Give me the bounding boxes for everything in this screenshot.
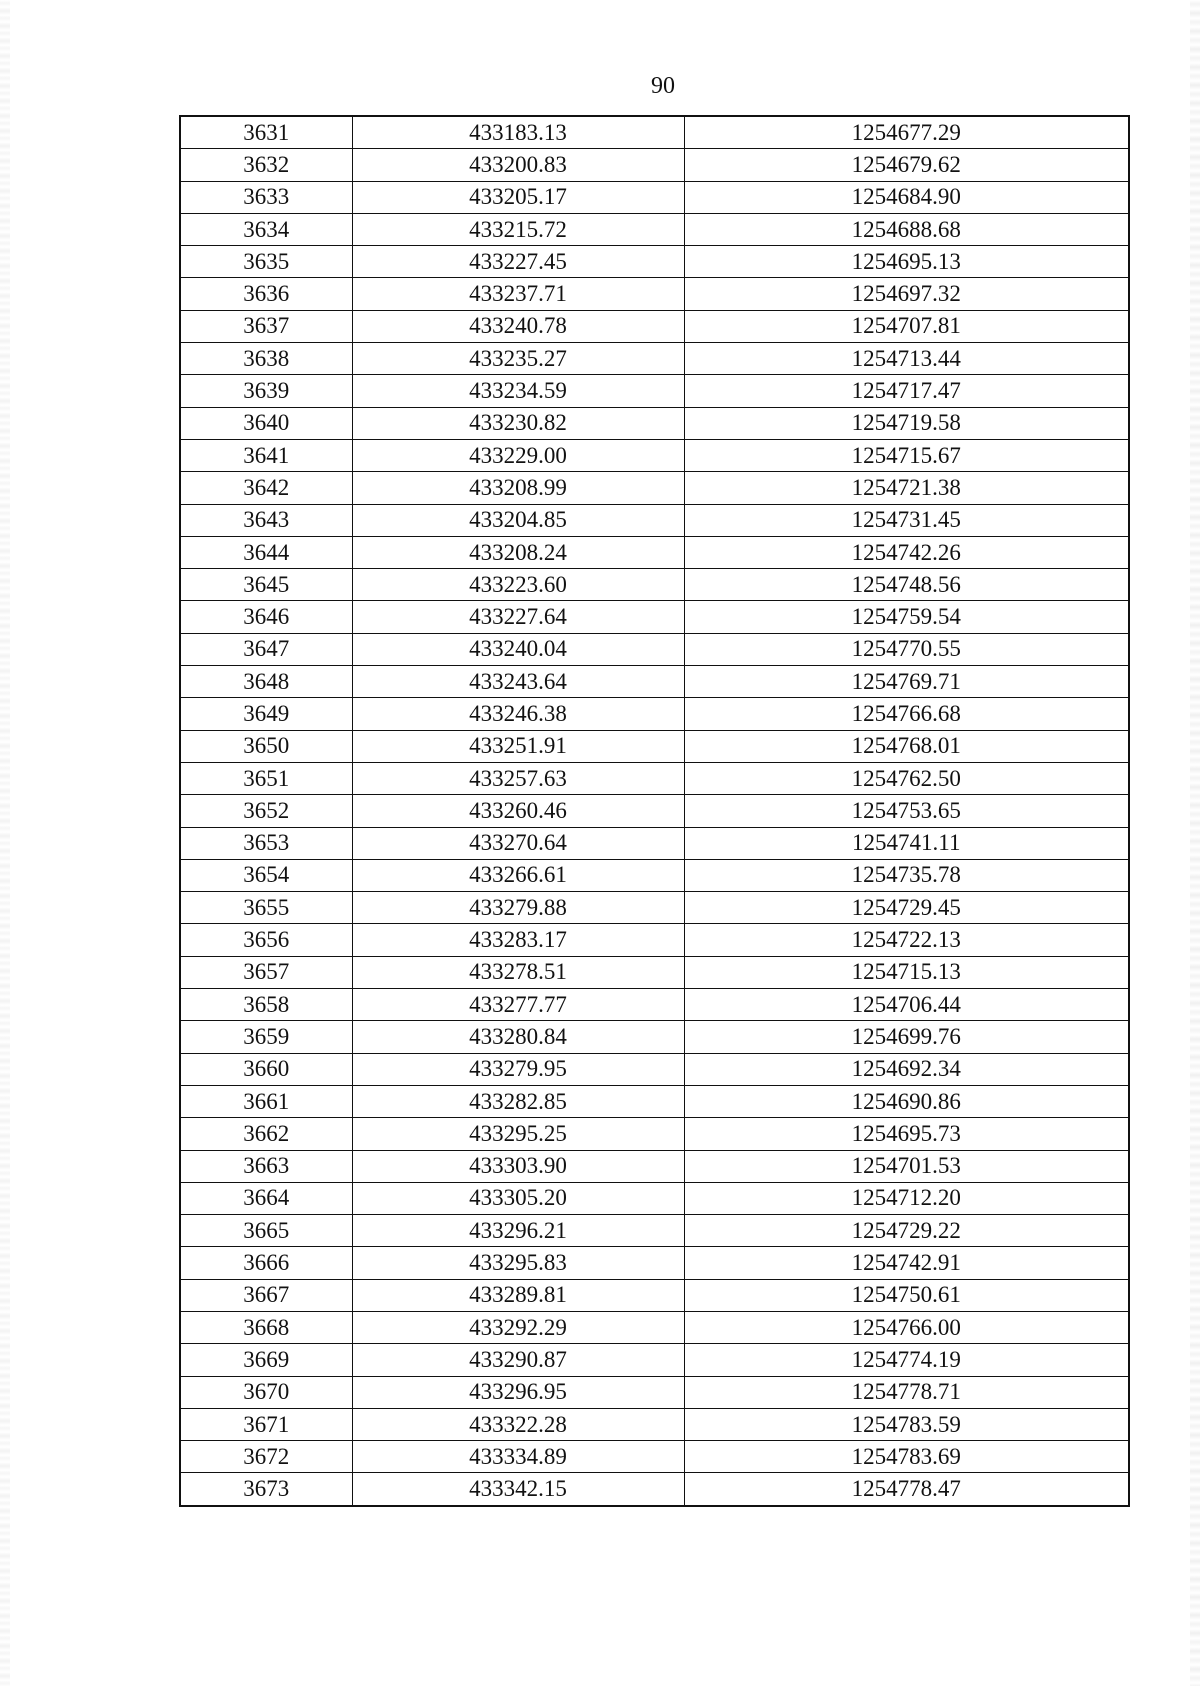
x-coordinate-cell: 433215.72 [352,213,684,245]
y-coordinate-cell: 1254707.81 [684,310,1129,342]
y-coordinate-cell: 1254783.69 [684,1441,1129,1473]
point-id-cell: 3670 [180,1376,352,1408]
coordinate-table [179,115,1130,1507]
x-coordinate-cell: 433183.13 [352,116,684,149]
y-coordinate-cell: 1254695.13 [684,246,1129,278]
table-row [180,246,1129,278]
point-id-cell: 3651 [180,762,352,794]
x-coordinate-cell: 433279.95 [352,1053,684,1085]
x-coordinate-cell: 433266.61 [352,859,684,891]
x-coordinate-cell: 433234.59 [352,375,684,407]
x-coordinate-cell: 433296.95 [352,1376,684,1408]
table-row [180,1408,1129,1440]
x-coordinate-cell: 433305.20 [352,1182,684,1214]
x-coordinate-cell: 433208.99 [352,472,684,504]
table-row [180,1150,1129,1182]
x-coordinate-cell: 433296.21 [352,1215,684,1247]
table-row [180,181,1129,213]
y-coordinate-cell: 1254721.38 [684,472,1129,504]
x-coordinate-cell: 433289.81 [352,1279,684,1311]
table-row [180,795,1129,827]
table-row [180,601,1129,633]
point-id-cell: 3638 [180,343,352,375]
table-row [180,1311,1129,1343]
point-id-cell: 3653 [180,827,352,859]
table-row [180,1376,1129,1408]
x-coordinate-cell: 433295.83 [352,1247,684,1279]
table-row [180,504,1129,536]
table-row [180,149,1129,181]
point-id-cell: 3641 [180,439,352,471]
y-coordinate-cell: 1254731.45 [684,504,1129,536]
table-row [180,407,1129,439]
point-id-cell: 3648 [180,666,352,698]
x-coordinate-cell: 433205.17 [352,181,684,213]
point-id-cell: 3659 [180,1021,352,1053]
table-row [180,666,1129,698]
y-coordinate-cell: 1254688.68 [684,213,1129,245]
x-coordinate-cell: 433223.60 [352,569,684,601]
y-coordinate-cell: 1254768.01 [684,730,1129,762]
point-id-cell: 3657 [180,956,352,988]
x-coordinate-cell: 433278.51 [352,956,684,988]
x-coordinate-cell: 433334.89 [352,1441,684,1473]
y-coordinate-cell: 1254766.68 [684,698,1129,730]
y-coordinate-cell: 1254715.13 [684,956,1129,988]
point-id-cell: 3655 [180,892,352,924]
y-coordinate-cell: 1254774.19 [684,1344,1129,1376]
table-row [180,1021,1129,1053]
x-coordinate-cell: 433303.90 [352,1150,684,1182]
point-id-cell: 3666 [180,1247,352,1279]
x-coordinate-cell: 433240.78 [352,310,684,342]
x-coordinate-cell: 433240.04 [352,633,684,665]
point-id-cell: 3662 [180,1118,352,1150]
y-coordinate-cell: 1254697.32 [684,278,1129,310]
y-coordinate-cell: 1254759.54 [684,601,1129,633]
point-id-cell: 3664 [180,1182,352,1214]
point-id-cell: 3639 [180,375,352,407]
table-row [180,1215,1129,1247]
table-row [180,472,1129,504]
y-coordinate-cell: 1254713.44 [684,343,1129,375]
y-coordinate-cell: 1254679.62 [684,149,1129,181]
table-row [180,698,1129,730]
point-id-cell: 3667 [180,1279,352,1311]
y-coordinate-cell: 1254712.20 [684,1182,1129,1214]
table-row [180,1182,1129,1214]
point-id-cell: 3658 [180,989,352,1021]
table-row [180,343,1129,375]
y-coordinate-cell: 1254706.44 [684,989,1129,1021]
point-id-cell: 3647 [180,633,352,665]
y-coordinate-cell: 1254692.34 [684,1053,1129,1085]
table-row [180,1279,1129,1311]
x-coordinate-cell: 433251.91 [352,730,684,762]
point-id-cell: 3640 [180,407,352,439]
table-row [180,762,1129,794]
table-row [180,956,1129,988]
table-row [180,439,1129,471]
table-row [180,310,1129,342]
point-id-cell: 3656 [180,924,352,956]
scan-edge-left [0,0,10,1686]
x-coordinate-cell: 433204.85 [352,504,684,536]
table-row [180,892,1129,924]
point-id-cell: 3673 [180,1473,352,1506]
point-id-cell: 3632 [180,149,352,181]
point-id-cell: 3643 [180,504,352,536]
page-number: 90 [651,73,675,99]
y-coordinate-cell: 1254722.13 [684,924,1129,956]
y-coordinate-cell: 1254695.73 [684,1118,1129,1150]
table-row [180,1473,1129,1506]
y-coordinate-cell: 1254770.55 [684,633,1129,665]
table-row [180,633,1129,665]
point-id-cell: 3668 [180,1311,352,1343]
table-row [180,1053,1129,1085]
table-row [180,213,1129,245]
y-coordinate-cell: 1254778.71 [684,1376,1129,1408]
y-coordinate-cell: 1254729.45 [684,892,1129,924]
y-coordinate-cell: 1254769.71 [684,666,1129,698]
table-row [180,116,1129,149]
x-coordinate-cell: 433279.88 [352,892,684,924]
point-id-cell: 3646 [180,601,352,633]
x-coordinate-cell: 433292.29 [352,1311,684,1343]
table-row [180,859,1129,891]
table-row [180,1344,1129,1376]
table-row [180,569,1129,601]
table-row [180,536,1129,568]
y-coordinate-cell: 1254715.67 [684,439,1129,471]
x-coordinate-cell: 433282.85 [352,1085,684,1117]
y-coordinate-cell: 1254701.53 [684,1150,1129,1182]
x-coordinate-cell: 433227.64 [352,601,684,633]
y-coordinate-cell: 1254717.47 [684,375,1129,407]
y-coordinate-cell: 1254762.50 [684,762,1129,794]
y-coordinate-cell: 1254699.76 [684,1021,1129,1053]
x-coordinate-cell: 433200.83 [352,149,684,181]
x-coordinate-cell: 433277.77 [352,989,684,1021]
point-id-cell: 3645 [180,569,352,601]
point-id-cell: 3665 [180,1215,352,1247]
y-coordinate-cell: 1254748.56 [684,569,1129,601]
y-coordinate-cell: 1254690.86 [684,1085,1129,1117]
point-id-cell: 3669 [180,1344,352,1376]
point-id-cell: 3661 [180,1085,352,1117]
table-row [180,924,1129,956]
y-coordinate-cell: 1254783.59 [684,1408,1129,1440]
y-coordinate-cell: 1254750.61 [684,1279,1129,1311]
point-id-cell: 3649 [180,698,352,730]
point-id-cell: 3637 [180,310,352,342]
x-coordinate-cell: 433260.46 [352,795,684,827]
point-id-cell: 3671 [180,1408,352,1440]
point-id-cell: 3635 [180,246,352,278]
table-row [180,1118,1129,1150]
y-coordinate-cell: 1254729.22 [684,1215,1129,1247]
table-row [180,1247,1129,1279]
point-id-cell: 3634 [180,213,352,245]
y-coordinate-cell: 1254753.65 [684,795,1129,827]
x-coordinate-cell: 433295.25 [352,1118,684,1150]
x-coordinate-cell: 433257.63 [352,762,684,794]
y-coordinate-cell: 1254742.26 [684,536,1129,568]
table-row [180,827,1129,859]
point-id-cell: 3644 [180,536,352,568]
point-id-cell: 3663 [180,1150,352,1182]
table-row [180,1441,1129,1473]
y-coordinate-cell: 1254684.90 [684,181,1129,213]
y-coordinate-cell: 1254778.47 [684,1473,1129,1506]
point-id-cell: 3633 [180,181,352,213]
point-id-cell: 3636 [180,278,352,310]
x-coordinate-cell: 433246.38 [352,698,684,730]
x-coordinate-cell: 433229.00 [352,439,684,471]
x-coordinate-cell: 433227.45 [352,246,684,278]
point-id-cell: 3660 [180,1053,352,1085]
x-coordinate-cell: 433235.27 [352,343,684,375]
x-coordinate-cell: 433243.64 [352,666,684,698]
point-id-cell: 3654 [180,859,352,891]
table-row [180,989,1129,1021]
table-row [180,730,1129,762]
point-id-cell: 3631 [180,116,352,149]
y-coordinate-cell: 1254742.91 [684,1247,1129,1279]
x-coordinate-cell: 433230.82 [352,407,684,439]
coordinate-table-body [180,116,1129,1506]
x-coordinate-cell: 433208.24 [352,536,684,568]
table-row [180,1085,1129,1117]
scan-edge-right [1190,0,1200,1686]
x-coordinate-cell: 433280.84 [352,1021,684,1053]
table-row [180,278,1129,310]
x-coordinate-cell: 433283.17 [352,924,684,956]
y-coordinate-cell: 1254677.29 [684,116,1129,149]
x-coordinate-cell: 433322.28 [352,1408,684,1440]
point-id-cell: 3672 [180,1441,352,1473]
table-row [180,375,1129,407]
y-coordinate-cell: 1254766.00 [684,1311,1129,1343]
point-id-cell: 3642 [180,472,352,504]
point-id-cell: 3652 [180,795,352,827]
x-coordinate-cell: 433270.64 [352,827,684,859]
y-coordinate-cell: 1254719.58 [684,407,1129,439]
y-coordinate-cell: 1254741.11 [684,827,1129,859]
point-id-cell: 3650 [180,730,352,762]
y-coordinate-cell: 1254735.78 [684,859,1129,891]
x-coordinate-cell: 433342.15 [352,1473,684,1506]
x-coordinate-cell: 433237.71 [352,278,684,310]
x-coordinate-cell: 433290.87 [352,1344,684,1376]
